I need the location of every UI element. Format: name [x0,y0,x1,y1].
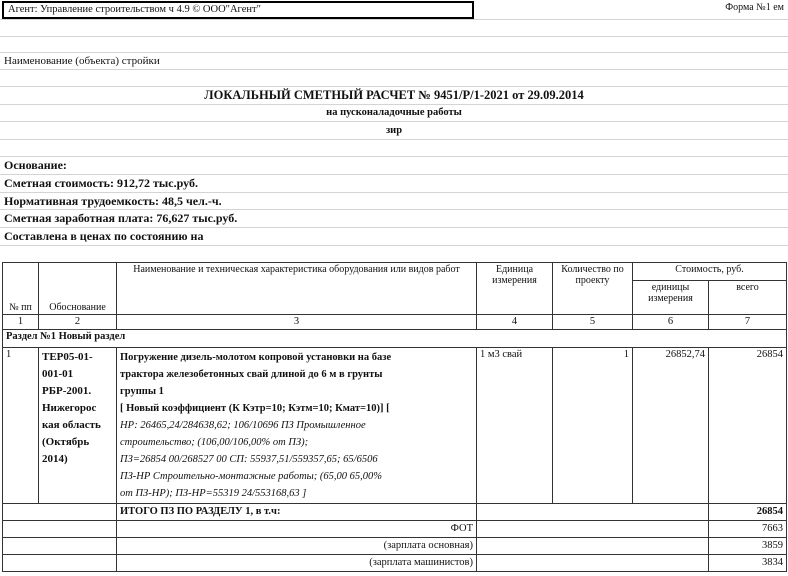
header-name: Наименование и техническая характеристика оборудования или видов работ [117,263,477,315]
col-number: 4 [477,315,553,330]
document-subtitle-2: зир [385,125,403,136]
document-subtitle: на пусконаладочные работы [326,107,462,118]
col-number: 6 [633,315,709,330]
item-description: Погружение дизель-молотом копровой установки на базе трактора железобетонных свай длиной до 6 м в грунты группы 1 [ Новый коэффициент (К Кэтр=10; Кэтм=10; Кмат=10)] [ НР: 26465,24/284638,62; 106/10696 ПЗ Промышленное строительство; (106,00/106,00% от ПЗ); ПЗ=26854 00/268527 00 СП: 55937,51/559357,65; 65/6506 ПЗ-НР Строительно-монтажные работы; (65,00 65,00% от ПЗ-НР); ПЗ-НР=55319 24/553168,63 ] [117,348,477,504]
basis-label: Основание: [4,158,67,172]
form-number: Форма №1 ем [725,2,784,13]
col-number: 1 [3,315,39,330]
total-label: ИТОГО ПЗ ПО РАЗДЕЛУ 1, в т.ч: [117,504,477,521]
item-qty: 1 [553,348,633,504]
header-per-unit: единицы измерения [633,281,709,315]
section-title: Раздел №1 Новый раздел [3,330,787,348]
document-title: ЛОКАЛЬНЫЙ СМЕТНЫЙ РАСЧЕТ № 9451/Р/1-2021 от 29.09.2014 [204,88,584,102]
estimated-cost: Сметная стоимость: 912,72 тыс.руб. [4,176,198,190]
header-qty: Количество по проекту [553,263,633,315]
header-basis: Обоснование [39,263,117,315]
col-number: 3 [117,315,477,330]
item-basis: ТЕР05-01- 001-01 РБР-2001. Нижегорос кая область (Октябрь 2014) [39,348,117,504]
agent-header-cell[interactable]: Агент: Управление строительством ч 4.9 © ООО"Агент" [2,1,474,19]
operator-salary-label: (зарплата машинистов) [117,555,477,572]
fot-label: ФОТ [117,521,477,538]
item-total: 26854 [709,348,787,504]
table-row [3,348,787,504]
base-salary-label: (зарплата основная) [117,538,477,555]
item-unit: 1 м3 свай [477,348,553,504]
estimate-table [2,262,787,572]
header-unit: Единица измерения [477,263,553,315]
site-name-label: Наименование (объекта) стройки [4,55,160,67]
header-num: № пп [3,263,39,315]
item-num: 1 [3,348,39,504]
fot-value: 7663 [709,521,787,538]
labor-intensity: Нормативная трудоемкость: 48,5 чел.-ч. [4,194,222,208]
col-number: 5 [553,315,633,330]
header-cost-group: Стоимость, руб. [633,263,787,281]
item-per-unit: 26852,74 [633,348,709,504]
base-salary-value: 3859 [709,538,787,555]
prices-as-of: Составлена в ценах по состоянию на [4,229,204,243]
col-number: 7 [709,315,787,330]
operator-salary-value: 3834 [709,555,787,572]
total-value: 26854 [709,504,787,521]
header-total: всего [709,281,787,315]
col-number: 2 [39,315,117,330]
estimated-wages: Сметная заработная плата: 76,627 тыс.руб. [4,211,238,225]
